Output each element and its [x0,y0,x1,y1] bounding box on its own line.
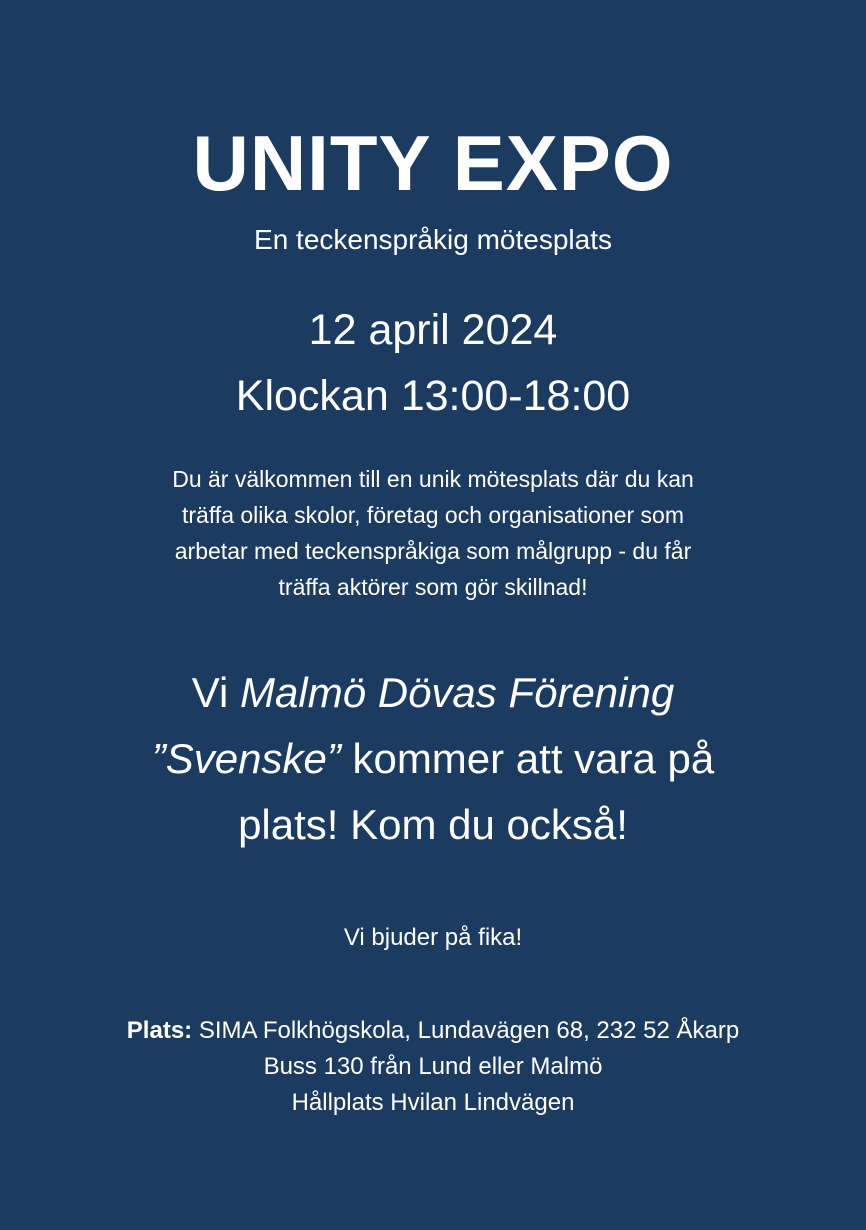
fika-note: Vi bjuder på fika! [343,924,523,951]
venue-address-line [0,1013,866,1049]
intro-paragraph [0,461,866,605]
organization-name: Malmö Dövas Förening [240,669,675,716]
event-date: 12 april 2024 [308,306,558,354]
event-time: Klockan 13:00-18:00 [235,372,631,420]
organization-nickname: ”Svenske” [151,735,341,782]
intro-line: träffa olika skolor, företag och organisationer som [181,502,684,528]
announcement-line-2 [0,726,866,792]
announcement-prefix: Vi [191,669,241,716]
venue-info [0,1013,866,1121]
venue-bus: Buss 130 från Lund eller Malmö [263,1053,603,1080]
event-title: UNITY EXPO [192,119,674,207]
event-subtitle: En teckenspråkig mötesplats [254,224,612,255]
intro-line: Du är välkommen till en unik mötesplats där du kan [172,466,694,492]
intro-line: träffa aktörer som gör skillnad! [278,574,588,600]
intro-line: arbetar med teckenspråkiga som målgrupp - du får [174,538,692,564]
venue-address: SIMA Folkhögskola, Lundavägen 68, 232 52 Åkarp [192,1017,740,1044]
announcement-text: kommer att vara på [340,735,715,782]
announcement-line-1 [0,660,866,726]
venue-stop: Hållplats Hvilan Lindvägen [291,1089,575,1116]
announcement-line-3: plats! Kom du också! [238,801,628,848]
announcement [0,660,866,858]
venue-label: Plats: [126,1017,193,1044]
